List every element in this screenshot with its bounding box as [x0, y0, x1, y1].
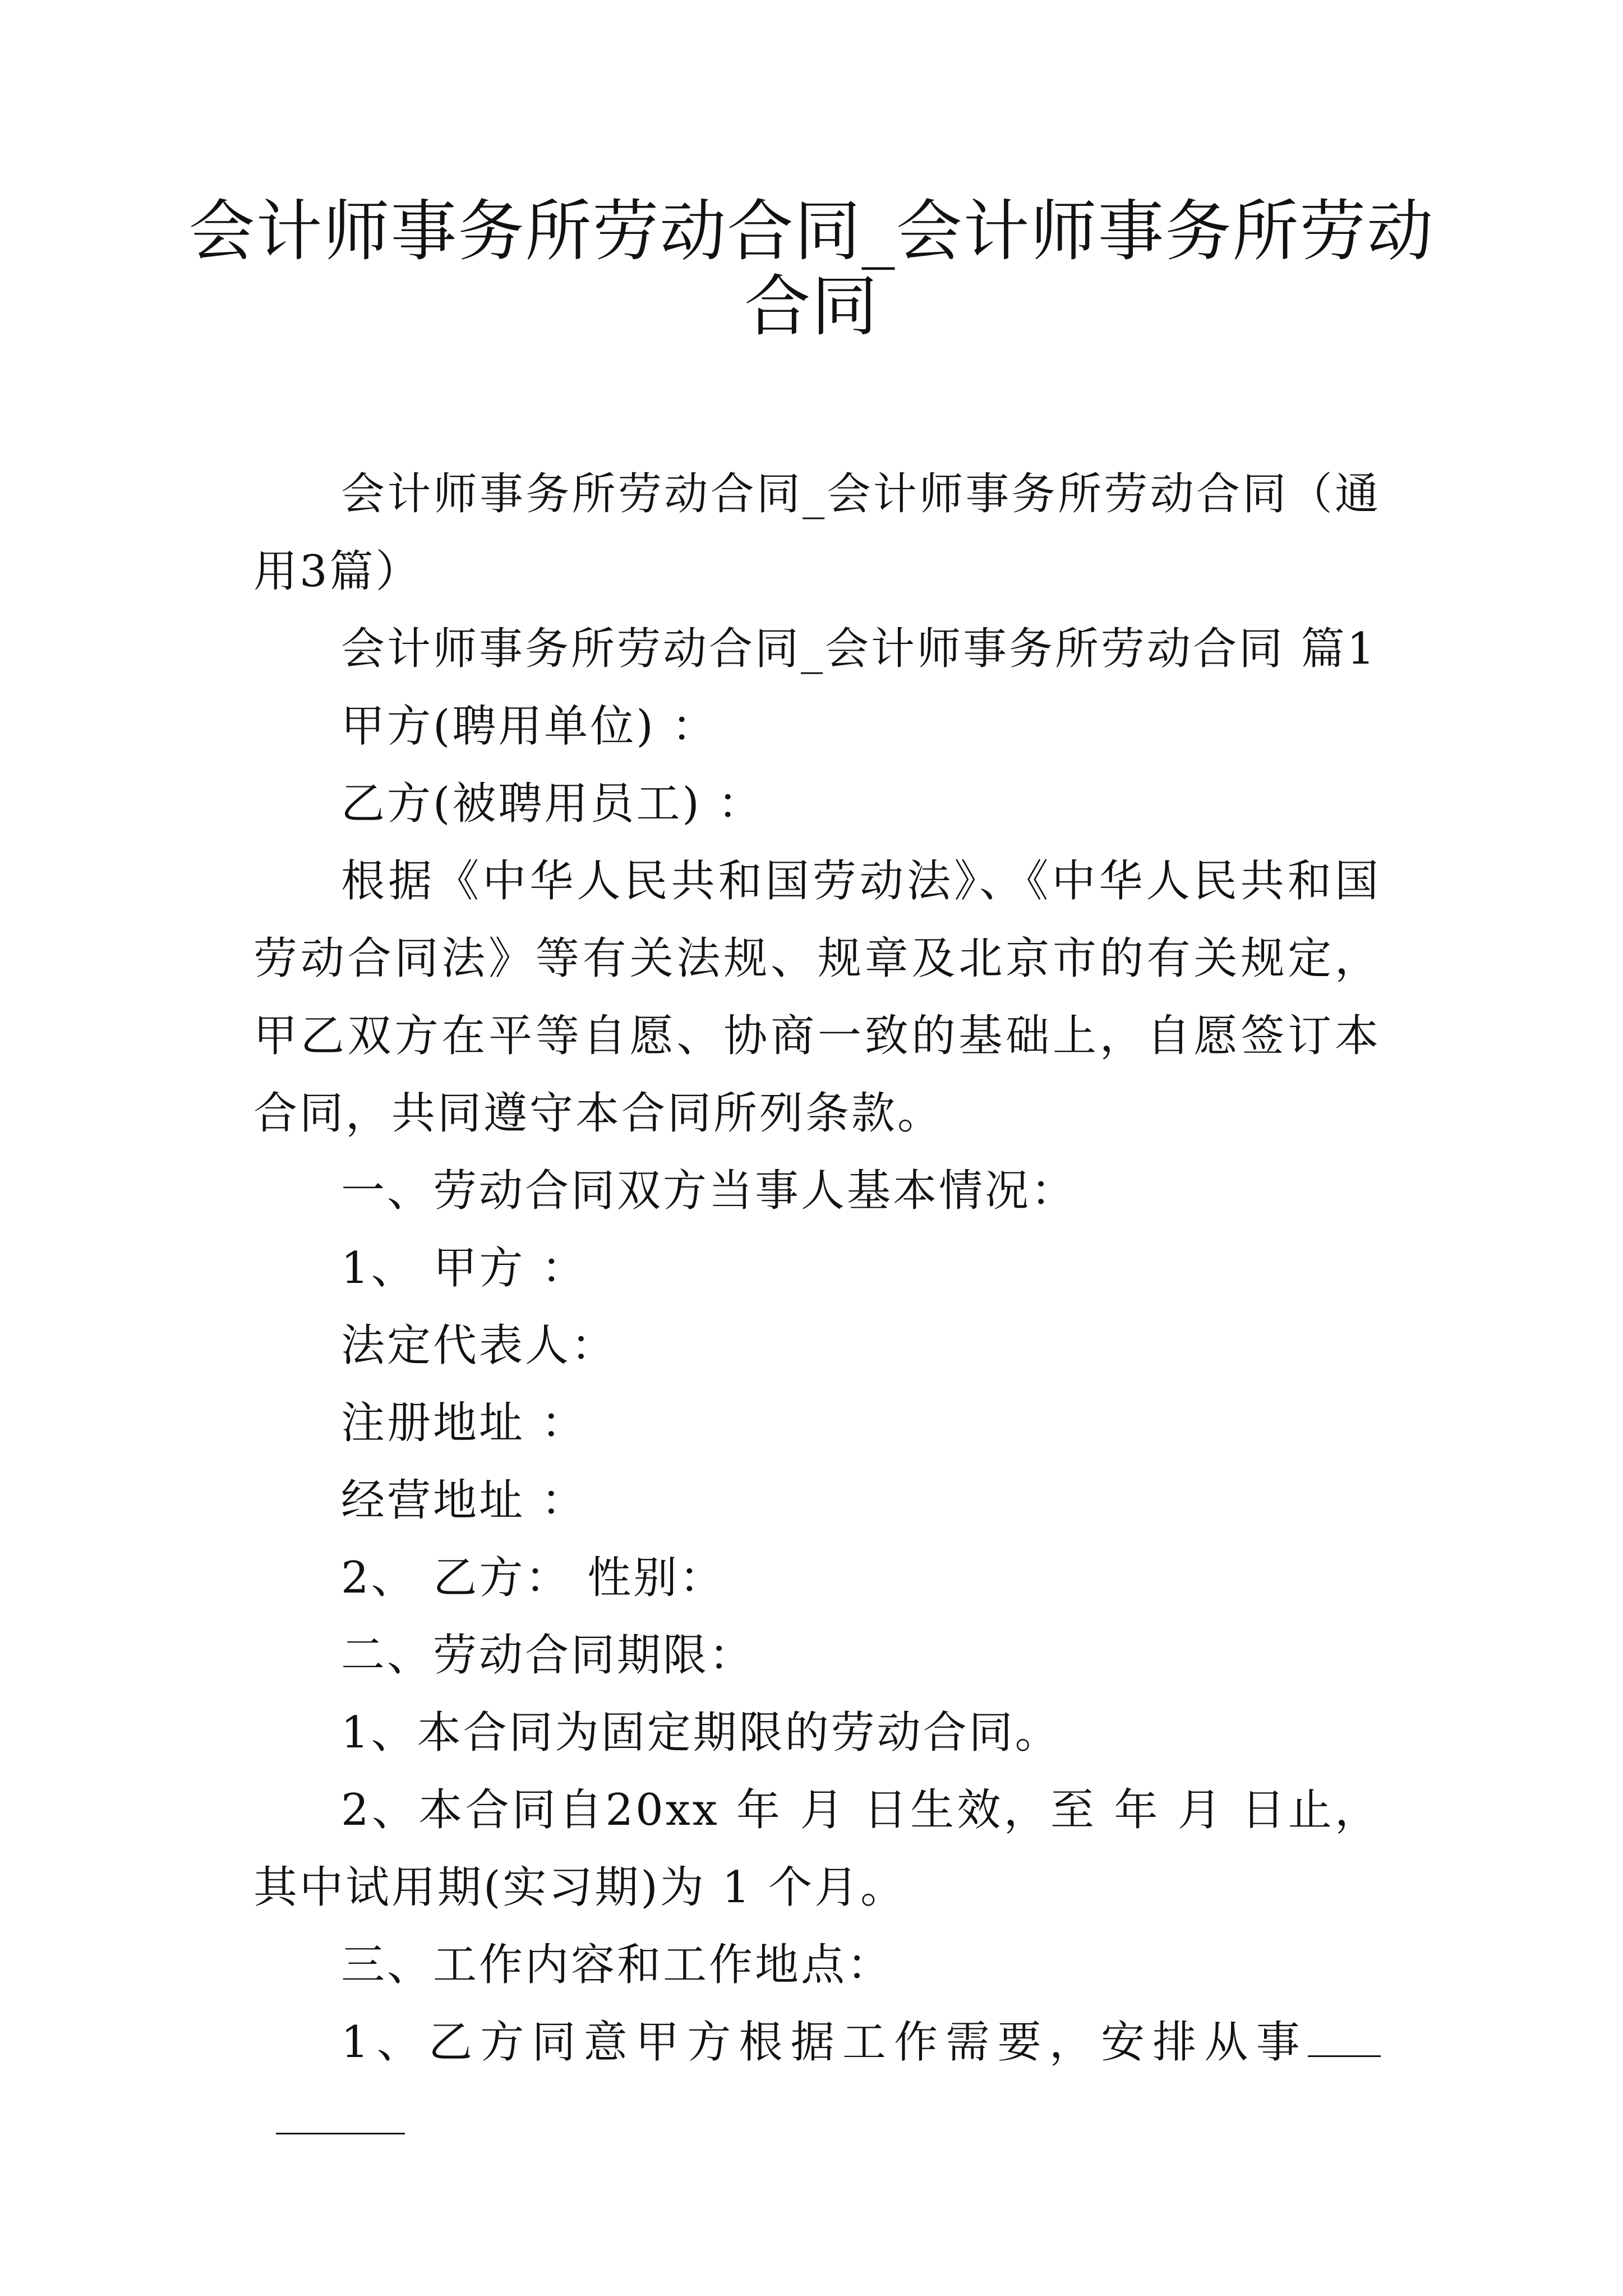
document-title: 会计师事务所劳动合同_会计师事务所劳动合同: [188, 192, 1435, 345]
paragraph-party-a: 甲方(聘用单位) ：: [341, 701, 718, 752]
paragraph-clause-3-1: [253, 2004, 1381, 2159]
paragraph-legal-rep: 法定代表人：: [341, 1320, 617, 1371]
paragraph-clause-3-1-text: 1、乙方同意甲方根据工作需要，安排从事: [341, 2017, 1308, 2068]
paragraph-clause-1-2: 2、 乙方： 性别：: [341, 1553, 726, 1603]
paragraph-clause-2-1: 1、本合同为固定期限的劳动合同。: [341, 1708, 1061, 1758]
paragraph-business-address: 经营地址 ：: [341, 1475, 587, 1526]
paragraph-clause-3-heading: 三、工作内容和工作地点：: [341, 1940, 893, 1990]
paragraph-clause-2-heading: 二、劳动合同期限：: [341, 1630, 755, 1681]
paragraph-subtitle: 会计师事务所劳动合同_会计师事务所劳动合同（通用3篇）: [253, 469, 1381, 597]
paragraph-clause-1-heading: 一、劳动合同双方当事人基本情况：: [341, 1166, 1077, 1216]
document-body: [253, 455, 1381, 2159]
paragraph-party-b: 乙方(被聘用员工) ：: [341, 779, 764, 829]
paragraph-preamble: 根据《中华人民共和国劳动法》、《中华人民共和国劳动合同法》等有关法规、规章及北京市的有关规定，甲乙双方在平等自愿、协商一致的基础上，自愿签订本合同，共同遵守本合同所列条款。: [253, 856, 1381, 1139]
fill-in-blank: [1308, 2015, 1381, 2057]
paragraph-section-heading: 会计师事务所劳动合同_会计师事务所劳动合同 篇1: [341, 624, 1377, 674]
fill-in-blank: [276, 2092, 405, 2134]
paragraph-registered-address: 注册地址 ：: [341, 1398, 587, 1448]
paragraph-clause-2-2: 2、本合同自20xx 年 月 日生效，至 年 月 日止，其中试用期(实习期)为 1 个月。: [253, 1785, 1381, 1913]
paragraph-clause-1-1: 1、 甲方 ：: [341, 1243, 588, 1294]
